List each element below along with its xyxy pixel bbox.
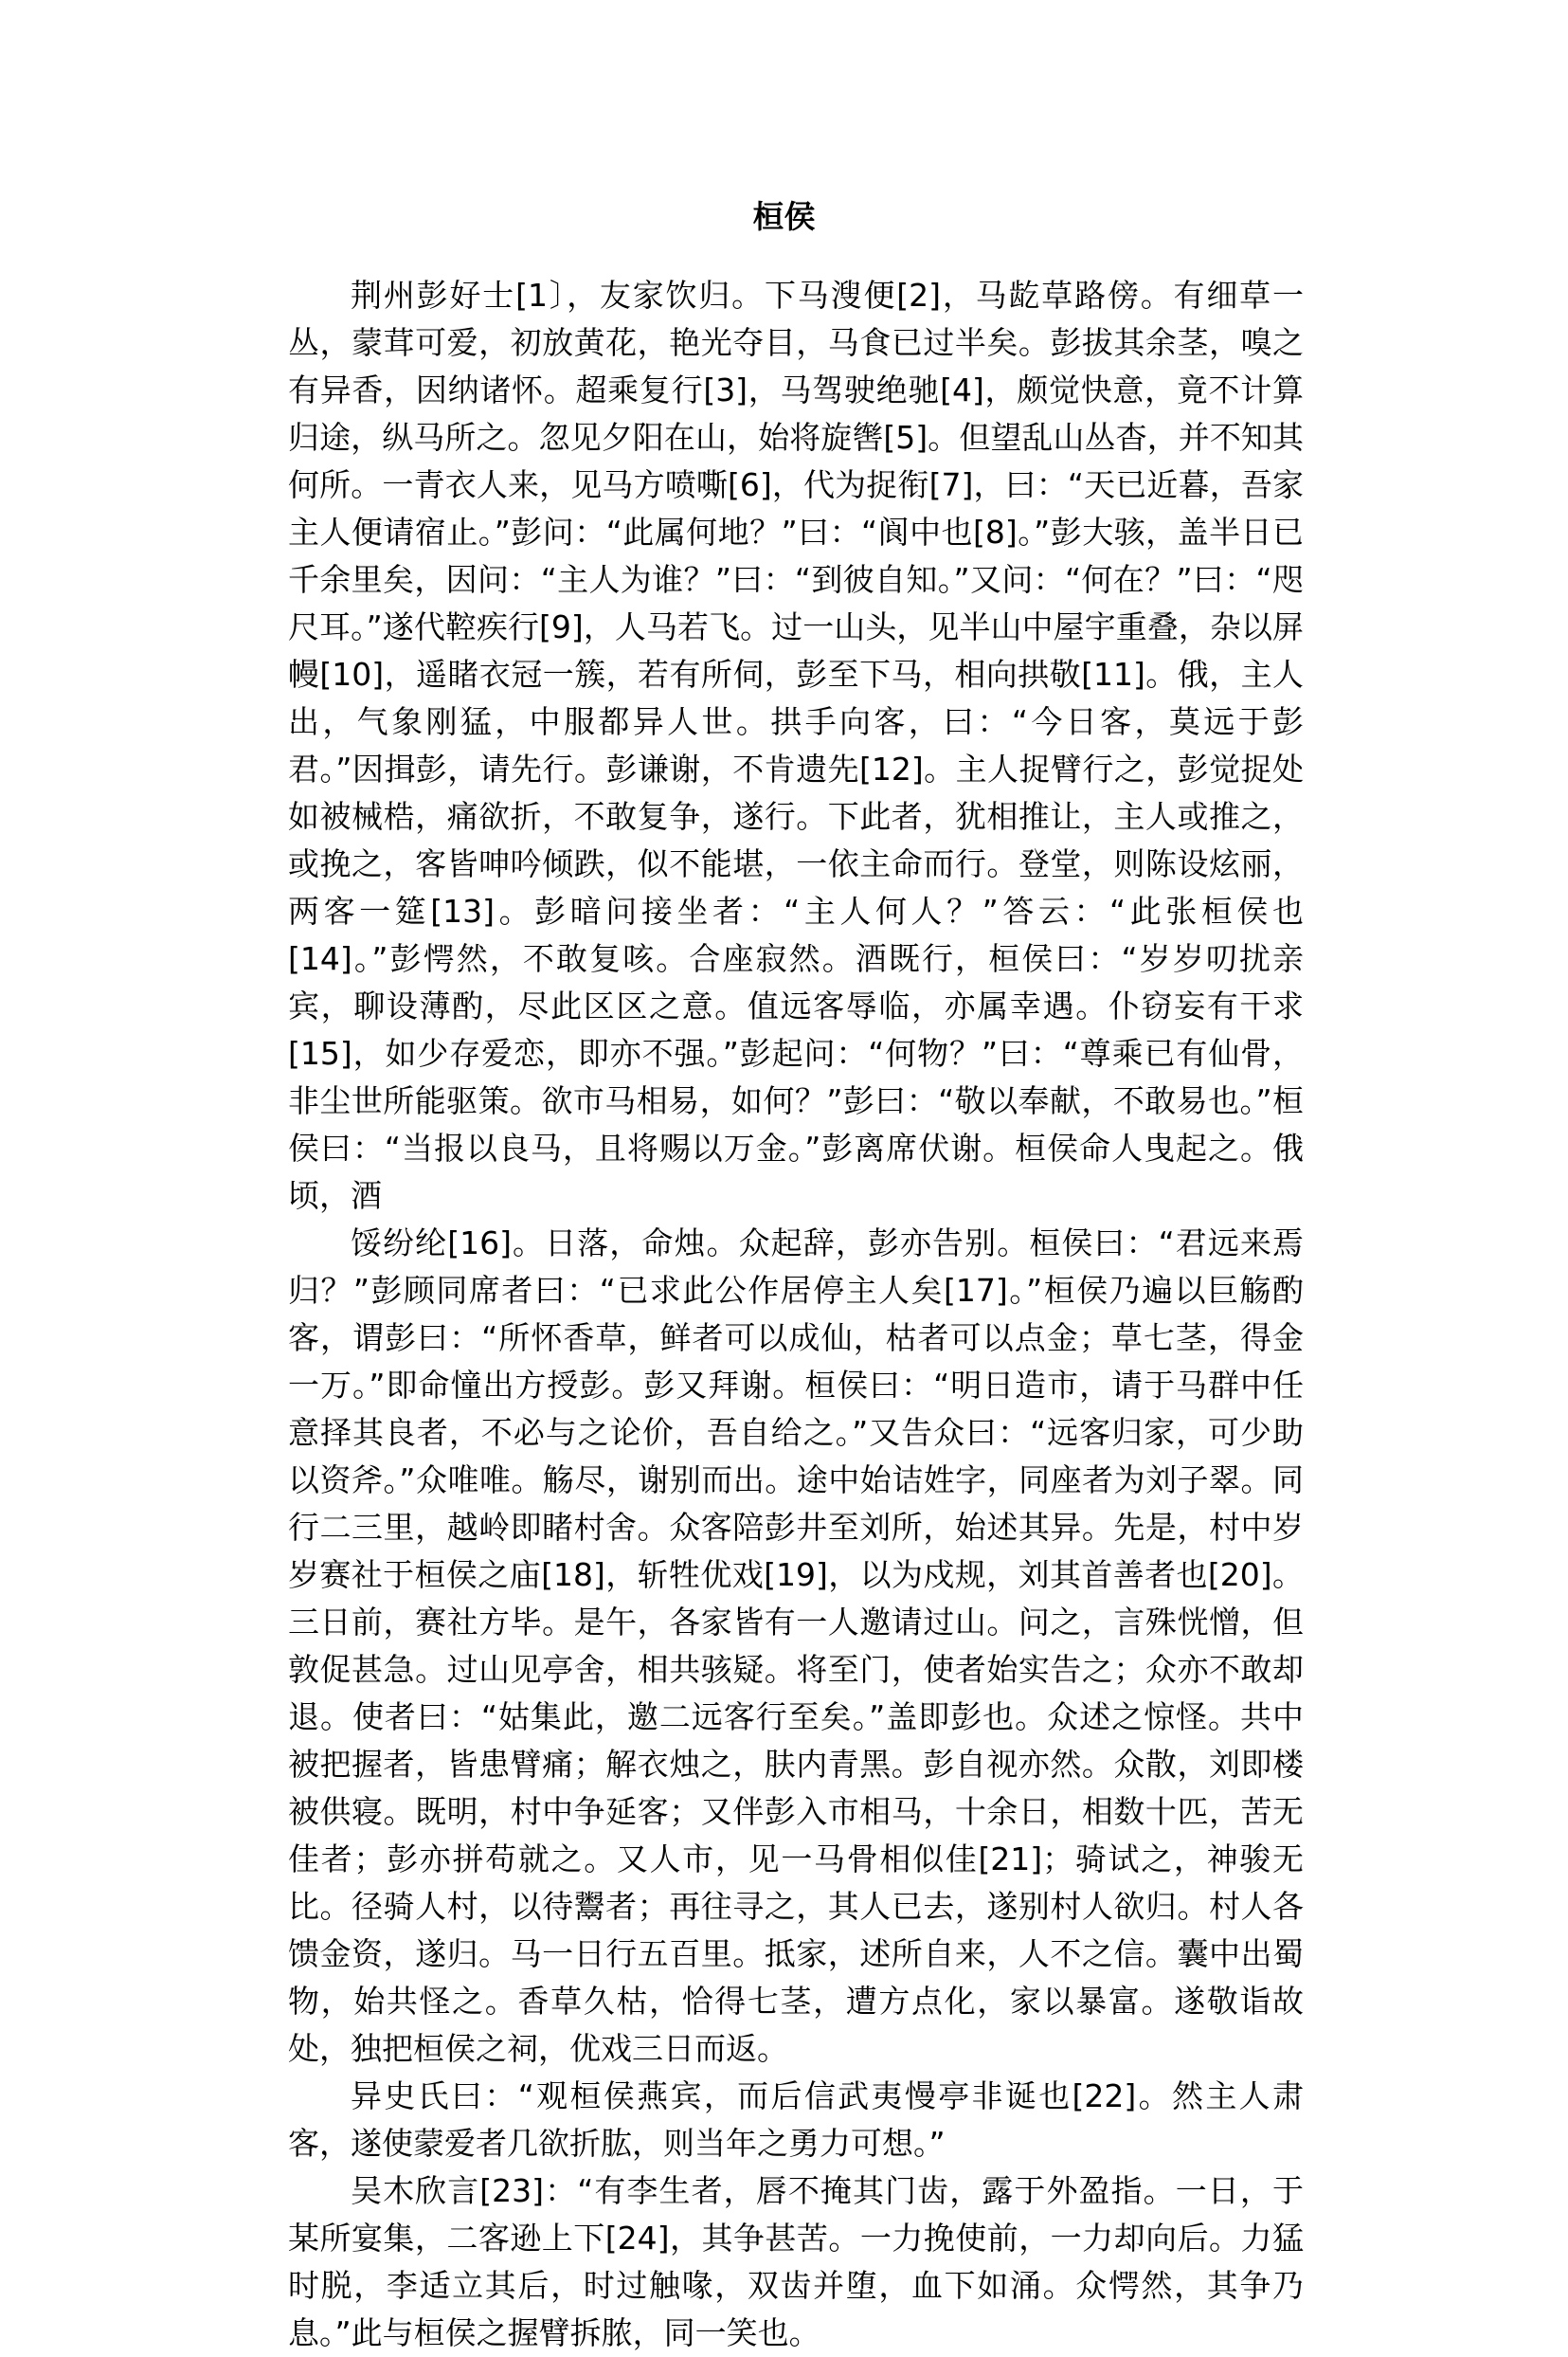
paragraph: 馁纷纶[16]。日落，命烛。众起辞，彭亦告别。桓侯曰：“君远来焉归？”彭顾同席者曰：“已求此公作居停主人矣[17]。”桓侯乃遍以巨觞酌客，谓彭曰：“所怀香草，鲜者可以成仙，枯者可以点金；草七茎，得金一万。”即命憧出方授彭。彭又拜谢。桓侯曰：“明日造市，请于马群中任意择其良者，不必与之论价，吾自给之。”又告众曰：“远客归家，可少助以资斧。”众唯唯。觞尽，谢别而出。途中始诘姓字，同座者为刘子翠。同行二三里，越岭即睹村舍。众客陪彭井至刘所，始述其异。先是，村中岁岁赛社于桓侯之庙[18]，斩牲优戏[19]，以为戍规，刘其首善者也[20]。三日前，赛社方毕。是午，各家皆有一人邀请过山。问之，言殊恍憎，但敦促甚急。过山见亭舍，相共骇疑。将至门，使者始实告之；众亦不敢却退。使者曰：“姑集此，邀二远客行至矣。”盖即彭也。众述之惊怪。共中被把握者，皆患臂痛；解衣烛之，肤内青黑。彭自视亦然。众散，刘即楼被供寝。既明，村中争延客；又伴彭入市相马，十余日，相数十匹，苦无佳者；彭亦拼苟就之。又人市，见一马骨相似佳[21]；骑试之，神骏无比。径骑人村，以待鬻者；再往寻之，其人已去，遂别村人欲归。村人各馈金资，遂归。马一日行五百里。抵家，述所自来，人不之信。囊中出蜀物，始共怪之。香草久枯，恰得七茎，遭方点化，家以暴富。遂敬诣故处，独把桓侯之祠，优戏三日而返。 bbox=[288, 1224, 1304, 2067]
document-title: 桓侯 bbox=[752, 198, 816, 235]
paragraph: 荆州彭好士[1〕，友家饮归。下马溲便[2]，马龁草路傍。有细草一丛，蒙茸可爱，初放黄花，艳光夺目，马食已过半矣。彭拔其余茎，嗅之有异香，因纳诸怀。超乘复行[3]，马驾驶绝驰[4]，颇觉快意，竟不计算归途，纵马所之。忽见夕阳在山，始将旋辔[5]。但望乱山丛杳，并不知其何所。一青衣人来，见马方喷嘶[6]，代为捉衔[7]，曰：“天已近暮，吾家主人便请宿止。”彭问：“此属何地？”曰：“阆中也[8]。”彭大骇，盖半日已千余里矣，因问：“主人为谁？”曰：“到彼自知。”又问：“何在？”曰：“咫尺耳。”遂代鞚疾行[9]，人马若飞。过一山头，见半山中屋宇重叠，杂以屏幔[10]，遥睹衣冠一簇，若有所伺，彭至下马，相向拱敬[11]。俄，主人出，气象刚猛，中服都异人世。拱手向客，曰：“今日客，莫远于彭君。”因揖彭，请先行。彭谦谢，不肯遗先[12]。主人捉臂行之，彭觉捉处如被械梏，痛欲折，不敢复争，遂行。下此者，犹相推让，主人或推之，或挽之，客皆呻吟倾跌，似不能堪，一依主命而行。登堂，则陈设炫丽，两客一筵[13]。彭暗问接坐者：“主人何人？”答云：“此张桓侯也[14]。”彭愕然，不敢复咳。合座寂然。酒既行，桓侯曰：“岁岁叨扰亲宾，聊设薄酌，尽此区区之意。值远客辱临，亦属幸遇。仆窃妄有干求[15]，如少存爱恋，即亦不强。”彭起问：“何物？”曰：“尊乘已有仙骨，非尘世所能驱策。欲市马相易，如何？”彭曰：“敬以奉献，不敢易也。”桓侯曰：“当报以良马，且将赐以万金。”彭离席伏谢。桓侯命人曳起之。俄顷，酒 bbox=[288, 277, 1304, 1214]
document-body bbox=[288, 272, 1304, 2357]
paragraph: 异史氏曰：“观桓侯燕宾，而后信武夷慢亭非诞也[22]。然主人肃客，遂使蒙爱者几欲折肱，则当年之勇力可想。” bbox=[288, 2077, 1304, 2162]
paragraph: 吴木欣言[23]：“有李生者，唇不掩其门齿，露于外盈指。一日，于某所宴集，二客逊上下[24]，其争甚苦。一力挽使前，一力却向后。力猛时脱，李适立其后，时过触喙，双齿并堕，血下如涌。众愕然，其争乃息。”此与桓侯之握臂拆脓，同一笑也。 bbox=[288, 2172, 1304, 2351]
